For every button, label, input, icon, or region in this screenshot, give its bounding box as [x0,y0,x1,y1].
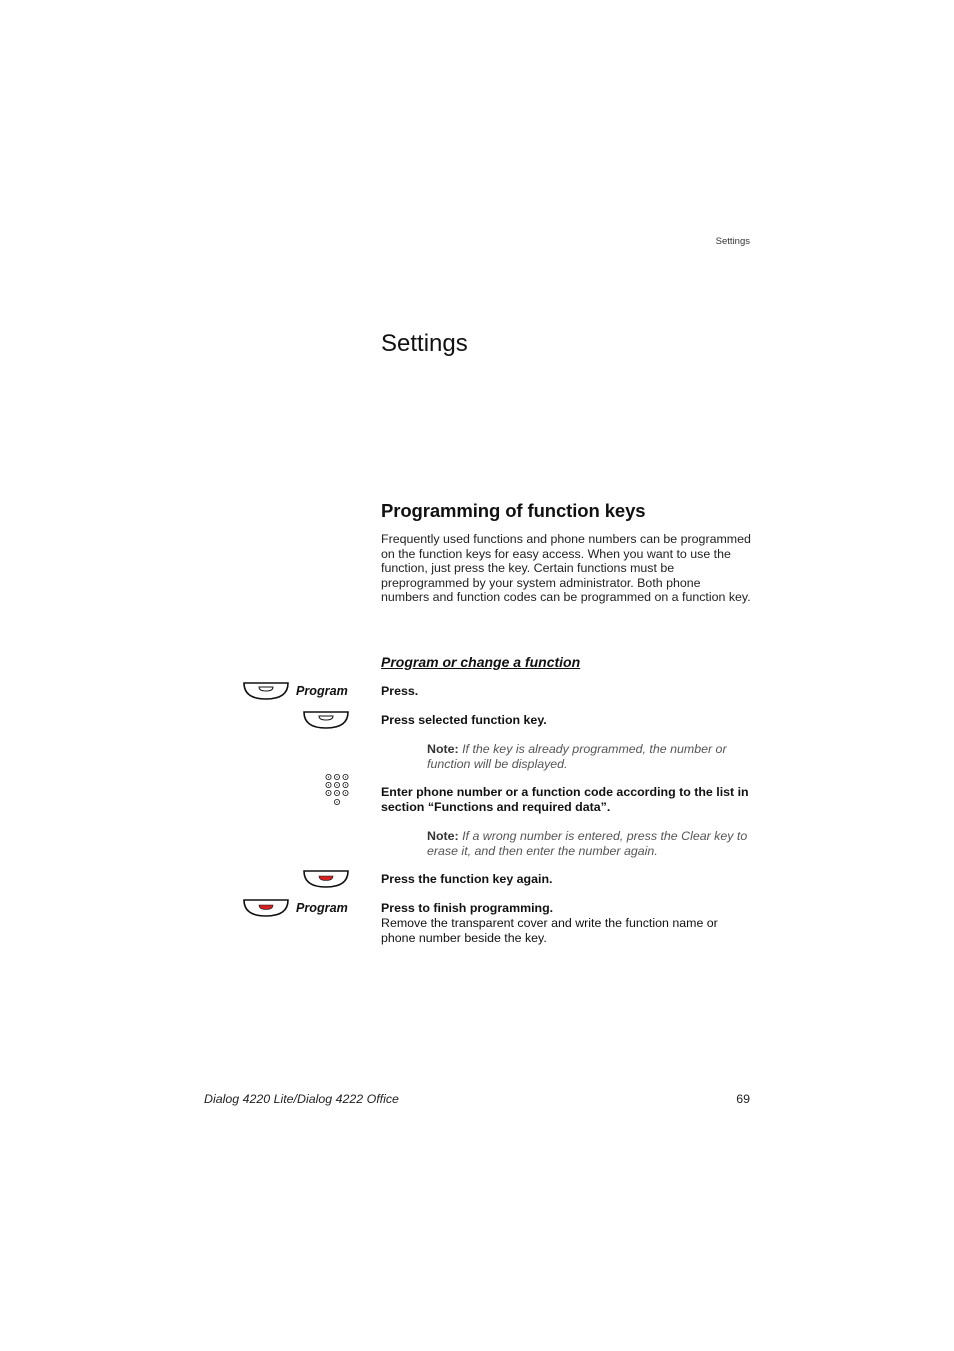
page-title: Settings [381,330,468,357]
step-press-function-key: Press selected function key. [381,713,547,727]
program-key-label: Program [296,684,348,698]
step-finish-title: Press to finish programming. [381,901,554,915]
step-enter-number: Enter phone number or a function code according to the list in section “Functions and required data”. [381,785,749,814]
note-label: Note: [427,742,459,756]
footer-product: Dialog 4220 Lite/Dialog 4222 Office [204,1092,399,1106]
function-key-led-icon [302,869,350,889]
note-label: Note: [427,829,459,843]
program-key-led-icon [242,898,290,918]
running-header: Settings [715,236,750,247]
note-already-programmed [427,742,757,771]
note-text: If a wrong number is entered, press the Clear key to erase it, and then enter the number again. [427,829,748,858]
note-wrong-number [427,829,757,858]
step-finish [381,901,753,945]
function-key-icon [302,710,350,730]
page-number: 69 [736,1092,750,1106]
step-press: Press. [381,684,419,698]
program-key-label: Program [296,901,348,915]
section-title: Programming of function keys [381,500,646,521]
note-text: If the key is already programmed, the number or function will be displayed. [427,742,727,771]
program-key-icon [242,681,290,701]
subsection-title: Program or change a function [381,654,581,670]
step-press-again: Press the function key again. [381,872,553,886]
step-finish-detail: Remove the transparent cover and write the function name or phone number beside the key. [381,916,718,945]
intro-paragraph: Frequently used functions and phone numbers can be programmed on the function keys for easy access. When you want to use the function, just press the key. Certain functions must be preprogrammed by your system administrator. Both phone numbers and function codes can be programmed on a function key. [381,532,751,605]
keypad-icon [325,773,349,807]
